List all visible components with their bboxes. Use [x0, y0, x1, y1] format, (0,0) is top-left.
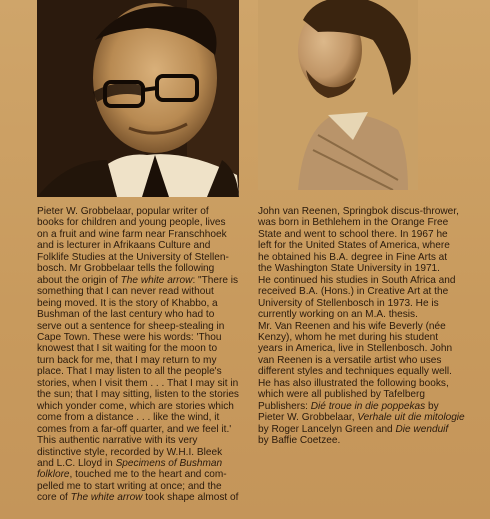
author-bio-text-line: books for children and young people, lives	[37, 217, 226, 229]
author-bio-text-segment: took shape almost of	[142, 492, 239, 504]
author-bio-text-line	[37, 458, 259, 469]
author-biography	[37, 206, 259, 504]
author-bio-text-line: the sun; that I may sitting, listen to the stories	[37, 389, 239, 401]
illustrator-bio-italic-title: Dié troue in die poppekas	[310, 400, 426, 412]
author-bio-text-line: on a fruit and wine farm near Franschhoek	[37, 228, 227, 240]
author-bio-text-line: serve out a sentence for sheep-stealing in	[37, 320, 225, 332]
author-bio-text-line: place. That I may listen to all the people's	[37, 366, 222, 378]
illustrator-portrait-photo	[258, 0, 418, 190]
author-bio-text-segment: about the origin of	[37, 274, 121, 286]
author-bio-text-line: Bushman of the last century who had to	[37, 309, 215, 321]
author-bio-text-segment: bosch. Mr Grobbelaar tells the following	[37, 263, 215, 275]
illustrator-bio-text-line	[258, 412, 480, 423]
author-bio-text-line: comes from a far-off quarter, and we feel it.'	[37, 423, 232, 435]
illustrator-bio-text-line: Kenzy), whom he met during his student	[258, 331, 439, 343]
illustrator-bio-italic-title: Verhale uit die mitologie	[357, 412, 465, 424]
author-bio-text-segment: : "There is	[192, 274, 239, 286]
illustrator-biography	[258, 206, 480, 447]
illustrator-bio-text-line: currently working on an M.A. thesis.	[258, 309, 418, 321]
author-bio-text-segment: core of	[37, 492, 71, 504]
illustrator-bio-text-line: University of Stellenbosch in 1973. He is	[258, 297, 439, 309]
author-bio-italic-title: The white arrow	[70, 492, 143, 504]
illustrator-bio-text-line: He has also illustrated the following books,	[258, 377, 449, 389]
author-bio-text-segment: and L.C. Lloyd in	[37, 457, 116, 469]
illustrator-bio-text-line: van Reenen is a versatile artist who uses	[258, 354, 442, 366]
illustrator-bio-italic-title: Die wenduif	[395, 423, 449, 435]
author-portrait-image	[37, 0, 239, 197]
illustrator-bio-text-line: years in America, live in Stellenbosch. John	[258, 343, 453, 355]
author-bio-text-line: distinctive style, recorded by W.H.I. Bleek	[37, 446, 223, 458]
author-bio-text-line	[37, 263, 259, 274]
illustrator-bio-text-line: left for the United States of America, where	[258, 240, 450, 252]
illustrator-bio-text-line: He continued his studies in South Africa and	[258, 274, 456, 286]
illustrator-bio-text-segment: by Roger Lancelyn Green and	[258, 423, 396, 435]
illustrator-bio-text-line: he obtained his B.A. degree in Fine Arts at	[258, 251, 448, 263]
author-bio-text-line	[37, 275, 259, 286]
author-bio-text-line: turn back for me, that I may return to my	[37, 354, 217, 366]
author-bio-text-line	[37, 469, 259, 480]
illustrator-portrait-image	[258, 0, 418, 190]
author-bio-text-line: pelled me to start writing at once; and the	[37, 480, 222, 492]
author-bio-text-line: Cape Town. These were his words: 'Thou	[37, 331, 222, 343]
illustrator-bio-text-segment: Pieter W. Grobbelaar,	[258, 412, 358, 424]
illustrator-bio-text-line: State and went to school there. In 1967 he	[258, 228, 448, 240]
illustrator-bio-text-segment: by	[425, 400, 439, 412]
illustrator-bio-text-line: the Washington State University in 1971.	[258, 263, 440, 275]
illustrator-bio-text-line	[258, 401, 480, 412]
author-bio-text-line: This authentic narrative with its very	[37, 435, 198, 447]
illustrator-bio-text-line: Mr. Van Reenen and his wife Beverly (née	[258, 320, 446, 332]
author-bio-text-line: being moved. It is the story of Khabbo, a	[37, 297, 218, 309]
illustrator-bio-text-segment: Publishers:	[258, 400, 311, 412]
author-bio-text-line: knowest that I sit waiting for the moon to	[37, 343, 218, 355]
author-bio-text-line: Folklife Studies at the University of Stellen-	[37, 251, 229, 263]
illustrator-bio-text-line: John van Reenen, Springbok discus-thrower,	[258, 206, 459, 217]
illustrator-bio-text-line: which were all published by Tafelberg	[258, 389, 426, 401]
author-bio-text-line	[37, 492, 259, 503]
author-bio-text-line: stories, when I visit them . . . That I may sit in	[37, 377, 239, 389]
author-bio-italic-title: Specimens of Bushman	[115, 457, 223, 469]
author-bio-italic-title: folklore	[37, 469, 70, 481]
author-bio-italic-title: The white arrow	[120, 274, 193, 286]
illustrator-bio-text-line: was born in Bethlehem in the Orange Free	[258, 217, 449, 229]
illustrator-bio-text-line: by Baffie Coetzee.	[258, 435, 341, 447]
illustrator-bio-text-line	[258, 424, 480, 435]
author-bio-text-line: and is lecturer in Afrikaans Culture and	[37, 240, 211, 252]
illustrator-bio-text-line: received B.A. (Hons.) in Creative Art at the	[258, 286, 449, 298]
author-portrait-photo	[37, 0, 239, 197]
illustrator-bio-text-line: different styles and techniques equally well.	[258, 366, 452, 378]
author-bio-text-line: come from a distance . . . like the wind, it	[37, 412, 220, 424]
author-bio-text-line: something that I can never read without	[37, 286, 214, 298]
author-bio-text-line: which yonder come, which are stories which	[37, 400, 234, 412]
author-bio-text-line: Pieter W. Grobbelaar, popular writer of	[37, 206, 209, 217]
author-bio-text-segment: , touched me to the heart and com-	[69, 469, 227, 481]
